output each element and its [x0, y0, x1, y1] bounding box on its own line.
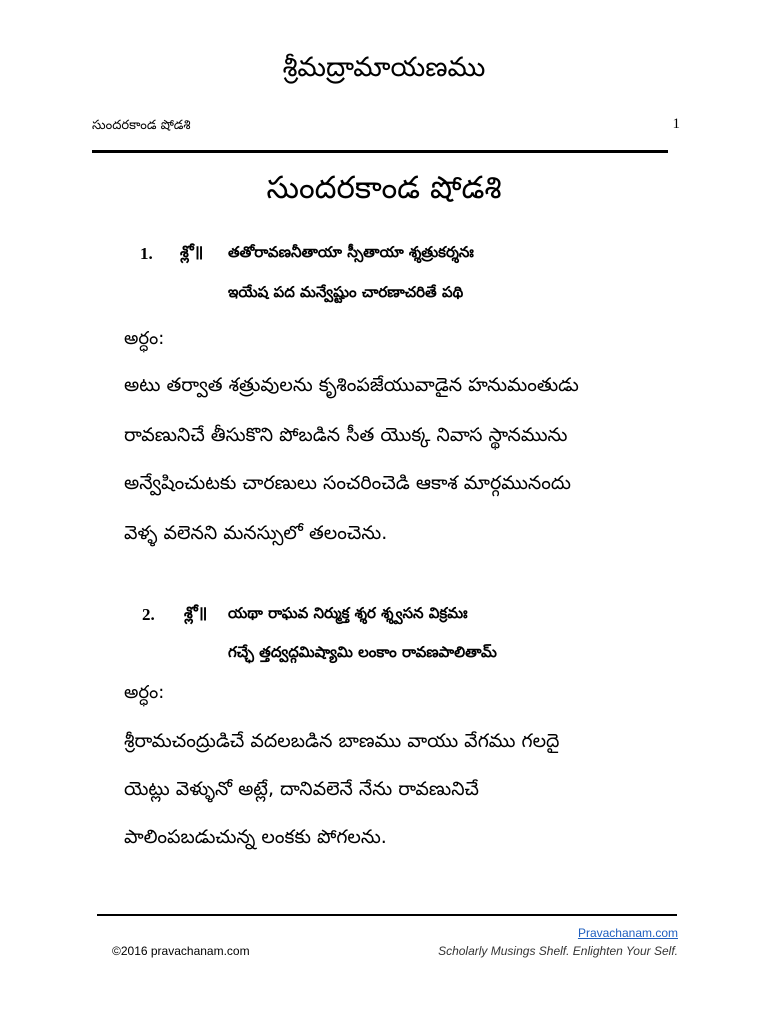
site-link[interactable]: Pravachanam.com: [577, 926, 678, 940]
header-rule: [92, 150, 668, 153]
tagline-text: Scholarly Musings Shelf. Enlighten Your Self.: [438, 944, 678, 958]
book-title: శ్రీమద్రామాయణము: [282, 52, 486, 83]
artham-label: అర్ధం:: [124, 328, 165, 349]
meaning-line: వెళ్ళ వలెనని మనస్సులో తలంచెను.: [124, 522, 388, 544]
meaning-line: అటు తర్వాత శత్రువులను కృశింపజేయువాడైన హనుమంతుడు: [124, 374, 579, 396]
verse-number: 2.: [142, 605, 155, 624]
verse-number: 1.: [140, 244, 153, 263]
sloka-tag: శ్లో॥: [180, 242, 204, 261]
meaning-line: అన్వేషించుటకు చారణులు సంచరించెడి ఆకాశ మార్గమునందు: [124, 472, 571, 494]
sloka-line-1: యథా రాఘవ నిర్ముక్త శ్శర శ్శ్వసన విక్రమః: [228, 604, 468, 622]
artham-label: అర్ధం:: [124, 682, 165, 703]
meaning-line: రావణునిచే తీసుకొని పోబడిన సీత యొక్క నివాస స్థానమును: [124, 424, 568, 446]
sloka-line-2: గచ్ఛే త్తద్వద్గమిష్యామి లంకాం రావణపాలితామ్: [228, 643, 497, 661]
sloka-line-1: తతోరావణనీతాయా స్సీతాయా శ్శత్రుకర్శనః: [228, 243, 474, 261]
meaning-line: పాలింపబడుచున్న లంకకు పోగలను.: [124, 826, 387, 848]
chapter-title: సుందరకాండ షోడశి: [266, 170, 502, 206]
running-head: సుందరకాండ షోడశి: [92, 118, 191, 133]
page-number: 1: [672, 116, 680, 132]
footer-rule: [97, 914, 677, 916]
sloka-tag: శ్లో॥: [184, 603, 208, 622]
sloka-line-2: ఇయేష పద మన్వేష్టుం చారణాచరితే పథి: [228, 283, 464, 301]
meaning-line: యెట్లు వెళ్ళునో అట్లే, దానివలెనే నేను రావణునిచే: [124, 778, 479, 800]
meaning-line: శ్రీరామచంద్రుడిచే వదలబడిన బాణము వాయు వేగము గలదై: [124, 730, 560, 752]
copyright-text: ©2016 pravachanam.com: [112, 944, 250, 958]
